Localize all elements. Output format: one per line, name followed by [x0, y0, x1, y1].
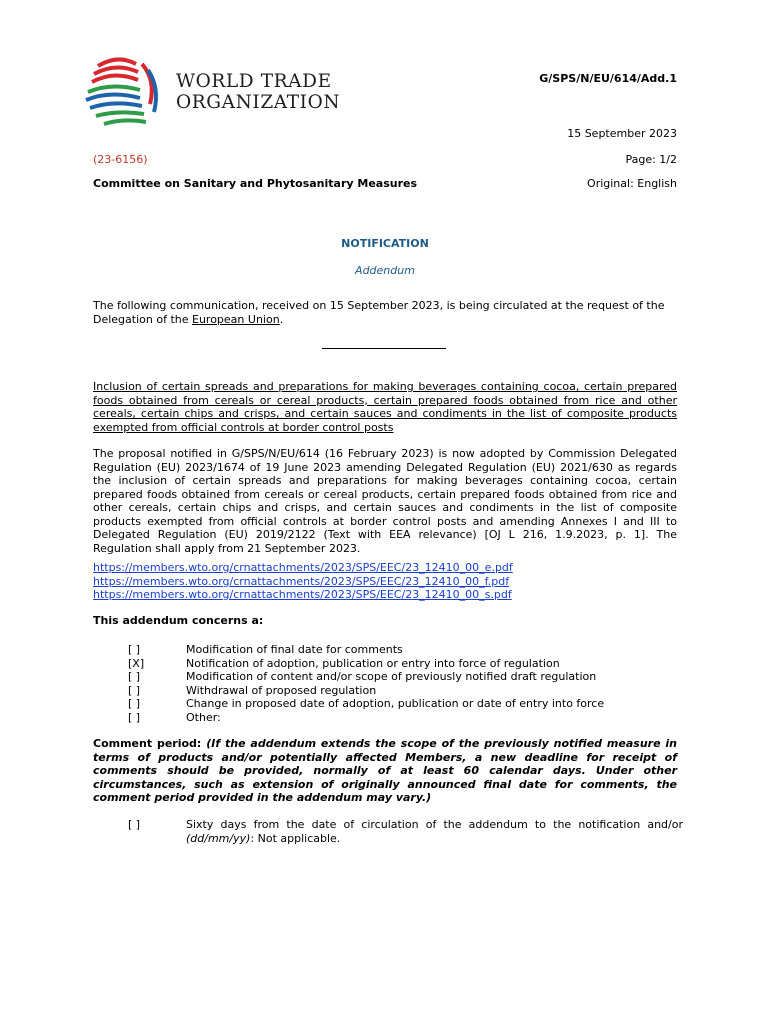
separator-line	[322, 348, 446, 349]
checklist-label: Notification of adoption, publication or entry into force of regulation	[186, 656, 560, 670]
notification-title: Inclusion of certain spreads and preparations for making beverages containing cocoa, certain prepared foods obtained from cereals or cereal products, certain prepared foods obtained from rice and other cereals, certain chips and crisps, and certain sauces and condiments in the list of composite products exempted from official controls at border control posts	[93, 380, 677, 434]
checklist-item	[128, 643, 604, 657]
document-date: 15 September 2023	[567, 127, 677, 140]
checkbox-checked: [X]	[128, 656, 145, 670]
original-language: Original: English	[587, 177, 677, 190]
attachment-link-english[interactable]: https://members.wto.org/crnattachments/2023/SPS/EEC/23_12410_00_e.pdf	[93, 561, 513, 574]
sixty-days-text	[186, 818, 683, 845]
org-name-line2: ORGANIZATION	[176, 92, 341, 113]
checklist-item	[128, 711, 604, 725]
checklist-label: Other:	[186, 710, 221, 724]
attachment-links	[93, 561, 513, 602]
sixty-days-option	[128, 818, 683, 845]
document-number: (23-6156)	[93, 153, 148, 166]
wto-logo	[84, 56, 344, 128]
checklist-label: Modification of final date for comments	[186, 643, 403, 656]
intro-end: .	[279, 313, 284, 326]
committee-name: Committee on Sanitary and Phytosanitary Measures	[93, 177, 418, 190]
attachment-link-spanish[interactable]: https://members.wto.org/crnattachments/2023/SPS/EEC/23_12410_00_s.pdf	[93, 588, 512, 601]
attachment-link-french[interactable]: https://members.wto.org/crnattachments/2023/SPS/EEC/23_12410_00_f.pdf	[93, 574, 510, 588]
concerns-heading: This addendum concerns a:	[93, 614, 264, 627]
sixty-days-label: Sixty days from the date of circulation of the addendum to the notification and/or	[186, 818, 683, 831]
checklist-item	[128, 670, 604, 684]
checklist-item	[128, 657, 604, 671]
sixty-days-value: : Not applicable.	[250, 831, 341, 845]
checkbox: [ ]	[128, 818, 141, 831]
checkbox: [ ]	[128, 643, 141, 656]
checkbox: [ ]	[128, 710, 141, 724]
member-name: European Union	[192, 313, 280, 326]
org-name-line1: WORLD TRADE	[176, 71, 332, 92]
checklist-item	[128, 684, 604, 698]
checklist-label: Modification of content and/or scope of previously notified draft regulation	[186, 670, 597, 683]
wto-emblem-icon	[84, 56, 164, 128]
page-indicator: Page: 1/2	[625, 153, 677, 166]
comment-period-label: Comment period:	[93, 737, 207, 750]
checkbox: [ ]	[128, 697, 141, 710]
intro-text: The following communication, received on 15 September 2023, is being circulated at the request of the Delegation of the	[93, 299, 665, 326]
checkbox: [ ]	[128, 670, 141, 683]
comment-period-note: (If the addendum extends the scope of the previously notified measure in terms of products and/or potentially affected Members, a new deadline for receipt of comments should be provided, normally of at least 60 calendar days. Under other circumstances, such as extension of originally announced final date for comments, the comment period provided in the addendum may vary.)	[93, 737, 678, 804]
intro-paragraph	[93, 299, 677, 327]
checklist-label: Change in proposed date of adoption, publication or date of entry into force	[186, 697, 605, 710]
notification-heading: NOTIFICATION	[341, 237, 429, 250]
wto-wordmark	[176, 71, 340, 113]
concerns-checklist	[128, 643, 604, 724]
checklist-item	[128, 697, 604, 711]
date-format: (dd/mm/yy)	[186, 831, 251, 845]
checklist-label: Withdrawal of proposed regulation	[186, 683, 377, 697]
addendum-subheading: Addendum	[355, 264, 415, 277]
notification-body: The proposal notified in G/SPS/N/EU/614 (16 February 2023) is now adopted by Commission Delegated Regulation (EU) 2023/1674 of 19 June 2023 amending Delegated Regulation (EU) 2021/630 as regards the inclusion of certain spreads and preparations for making beverages containing cocoa, certain prepared foods obtained from cereals or cereal products, certain prepared foods obtained from rice and other cereals, certain chips and crisps, and certain sauces and condiments in the list of composite products exempted from official controls at border control posts and amending Annexes I and III to Delegated Regulation (EU) 2019/2122 (Text with EEA relevance) [OJ L 216, 1.9.2023, p. 1]. The Regulation shall apply from 21 September 2023.	[93, 447, 677, 555]
comment-period	[93, 737, 677, 805]
document-symbol: G/SPS/N/EU/614/Add.1	[539, 72, 677, 85]
checkbox: [ ]	[128, 683, 141, 697]
